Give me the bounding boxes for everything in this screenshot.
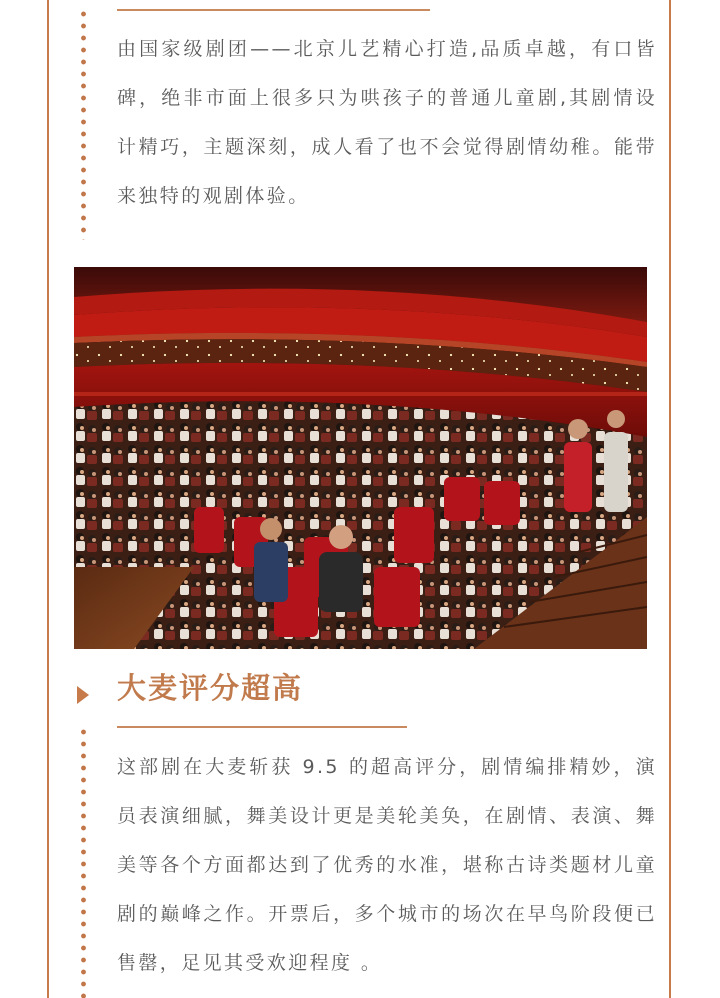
intro-paragraph: 由国家级剧团——北京儿艺精心打造,品质卓越，有口皆碑，绝非市面上很多只为哄孩子的普通儿童剧,其剧情设计精巧，主题深刻，成人看了也不会觉得剧情幼稚。能带来独特的观剧体验。: [117, 38, 657, 207]
top-rule: [117, 9, 430, 11]
dotted-divider-top: [81, 8, 86, 240]
section-marker-icon: [77, 686, 89, 704]
dotted-divider-bottom: [81, 726, 86, 998]
theater-audience-photo: [74, 267, 647, 649]
section-paragraph: 这部剧在大麦斩获 9.5 的超高评分，剧情编排精妙，演员表演细腻，舞美设计更是美轮美奂，在剧情、表演、舞美等各个方面都达到了优秀的水准，堪称古诗类题材儿童剧的巅峰之作。开票后，多个城市的场次在早鸟阶段便已售罄，足见其受欢迎程度 。: [117, 756, 657, 974]
left-border-line: [47, 0, 49, 998]
section-rule: [117, 726, 407, 728]
right-border-line: [669, 0, 671, 998]
section-title: 大麦评分超高: [117, 671, 304, 705]
